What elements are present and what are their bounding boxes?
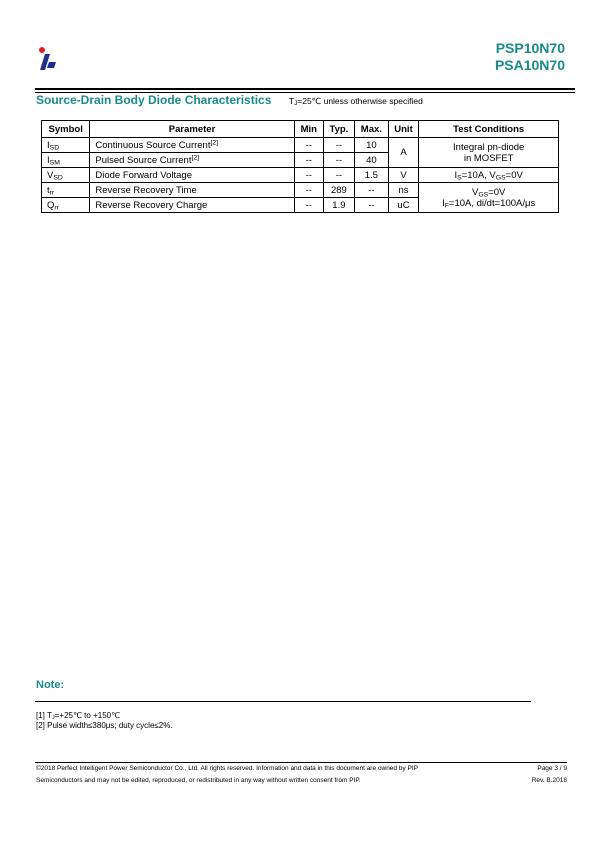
min-cell: --: [294, 183, 323, 198]
symbol-cell: $I_{SD}$: [42, 138, 90, 153]
unit-cell: A: [388, 138, 419, 168]
table-header-row: [42, 121, 559, 138]
table-row: [42, 168, 559, 183]
notes-title: Note:: [36, 679, 65, 691]
max-cell: --: [355, 198, 389, 213]
revision: Rev. B.2018: [531, 777, 567, 784]
symbol-cell: $Q_{rr}$: [42, 198, 90, 213]
typ-cell: --: [323, 168, 354, 183]
parameter-cell: Reverse Recovery Time: [90, 183, 294, 198]
notes-divider: [35, 701, 531, 702]
part-numbers: [495, 40, 565, 74]
unit-cell: uC: [388, 198, 419, 213]
footer-divider: [35, 762, 567, 763]
max-cell: 10: [355, 138, 389, 153]
max-cell: 1.5: [355, 168, 389, 183]
header-test-conditions: Test Conditions: [419, 121, 559, 138]
header-typ: Typ.: [323, 121, 354, 138]
parameter-cell: Continuous Source Current[2]: [90, 138, 294, 153]
section-title: Source-Drain Body Diode Characteristics: [36, 93, 272, 107]
unit-cell: ns: [388, 183, 419, 198]
part-number-2: PSA10N70: [494, 57, 565, 73]
header-max: Max.: [355, 121, 389, 138]
symbol-cell: $V_{SD}$: [42, 168, 90, 183]
test-conditions-cell: $V_{GS}=0V$ $I_F=10A$, di/dt=100A/μs: [419, 183, 559, 213]
min-cell: --: [294, 198, 323, 213]
min-cell: --: [294, 153, 323, 168]
symbol-cell: $I_{SM}$: [42, 153, 90, 168]
pip-logo-icon: [36, 46, 58, 72]
footer-copyright-line-1: ©2018 Perfect Intelligent Power Semiconductor Co., Ltd. All rights reserved. Information and data in this document are owned by PIP: [36, 765, 418, 772]
characteristics-table: [41, 120, 559, 213]
max-cell: 40: [355, 153, 389, 168]
unit-cell: V: [388, 168, 419, 183]
parameter-cell: Diode Forward Voltage: [90, 168, 294, 183]
table-row: [42, 183, 559, 198]
symbol-cell: $t_{rr}$: [42, 183, 90, 198]
part-number-1: PSP10N70: [495, 40, 565, 56]
header-divider: [35, 88, 575, 90]
header-symbol: Symbol: [42, 121, 90, 138]
typ-cell: 1.9: [323, 198, 354, 213]
min-cell: --: [294, 138, 323, 153]
header-unit: Unit: [388, 121, 419, 138]
section-condition: $T_J=25℃$ unless otherwise specified: [289, 96, 423, 108]
header-parameter: Parameter: [90, 121, 294, 138]
parameter-cell: Reverse Recovery Charge: [90, 198, 294, 213]
footer-copyright-line-2: Semiconductors and may not be edited, reproduced, or redistributed in any way without written consent from PIP.: [36, 777, 361, 784]
table-row: [42, 138, 559, 153]
parameter-cell: Pulsed Source Current[2]: [90, 153, 294, 168]
note-2: [2] Pulse width≤380μs; duty cycle≤2%.: [36, 721, 173, 730]
header-min: Min: [294, 121, 323, 138]
typ-cell: 289: [323, 183, 354, 198]
max-cell: --: [355, 183, 389, 198]
typ-cell: --: [323, 138, 354, 153]
note-1: [1] $T_J=+25℃$ to +150℃: [36, 711, 121, 722]
test-conditions-cell: Integral pn-diode in MOSFET: [419, 138, 559, 168]
page-number: Page 3 / 9: [537, 765, 567, 772]
min-cell: --: [294, 168, 323, 183]
typ-cell: --: [323, 153, 354, 168]
test-conditions-cell: $I_S=10A$, $V_{GS}=0V$: [419, 168, 559, 183]
